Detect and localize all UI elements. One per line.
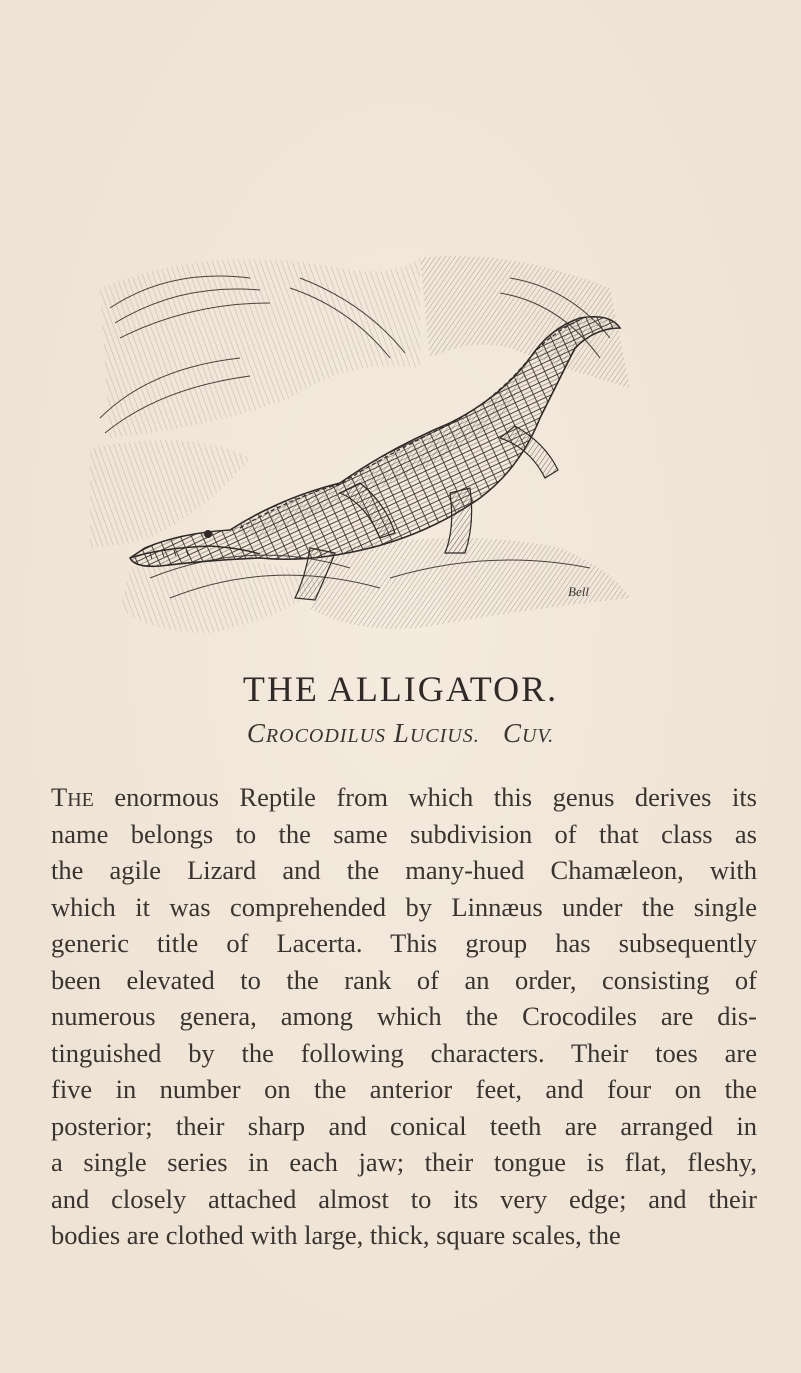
text-line: and closely attached almost to its very edge; and their	[51, 1183, 757, 1214]
text-line: bodies are clothed with large, thick, square scales, the	[51, 1220, 621, 1250]
author-small: UV.	[521, 725, 555, 747]
text-line: which it was comprehended by Linnæus under the single	[51, 891, 757, 922]
scientific-name-cap-1: C	[246, 718, 266, 748]
svg-text:Bell: Bell	[568, 584, 589, 599]
author-cap: C	[479, 718, 522, 748]
text-line: numerous genera, among which the Crocodiles are dis-	[51, 1001, 757, 1031]
text-line: name belongs to the same subdivision of that class as	[51, 818, 757, 849]
scientific-name-small-2: UCIUS.	[409, 725, 480, 747]
text-line: been elevated to the rank of an order, consisting of	[51, 964, 757, 995]
scientific-name-cap-2: L	[386, 718, 410, 748]
page-title: THE ALLIGATOR.	[242, 669, 559, 709]
small-caps-word: HE	[67, 789, 94, 811]
scientific-name-small-1: ROCODILUS	[265, 725, 387, 747]
text-line: five in number on the anterior feet, and four on the	[51, 1074, 757, 1104]
text-line: tinguished by the following characters. Their toes are	[51, 1037, 757, 1068]
text-line: posterior; their sharp and conical teeth are arranged in	[51, 1110, 757, 1141]
alligator-engraving-illustration	[90, 248, 640, 648]
text-line-content: enormous Reptile from which this genus derives its	[93, 782, 757, 812]
drop-cap: T	[51, 782, 68, 812]
scientific-name	[0, 718, 801, 749]
text-line: generic title of Lacerta. This group has subsequently	[51, 928, 757, 958]
body-paragraph	[51, 779, 757, 1254]
text-line: the agile Lizard and the many-hued Chamæleon, with	[51, 855, 757, 885]
text-line	[51, 779, 757, 816]
text-line: a single series in each jaw; their tongue is flat, fleshy,	[51, 1147, 757, 1177]
